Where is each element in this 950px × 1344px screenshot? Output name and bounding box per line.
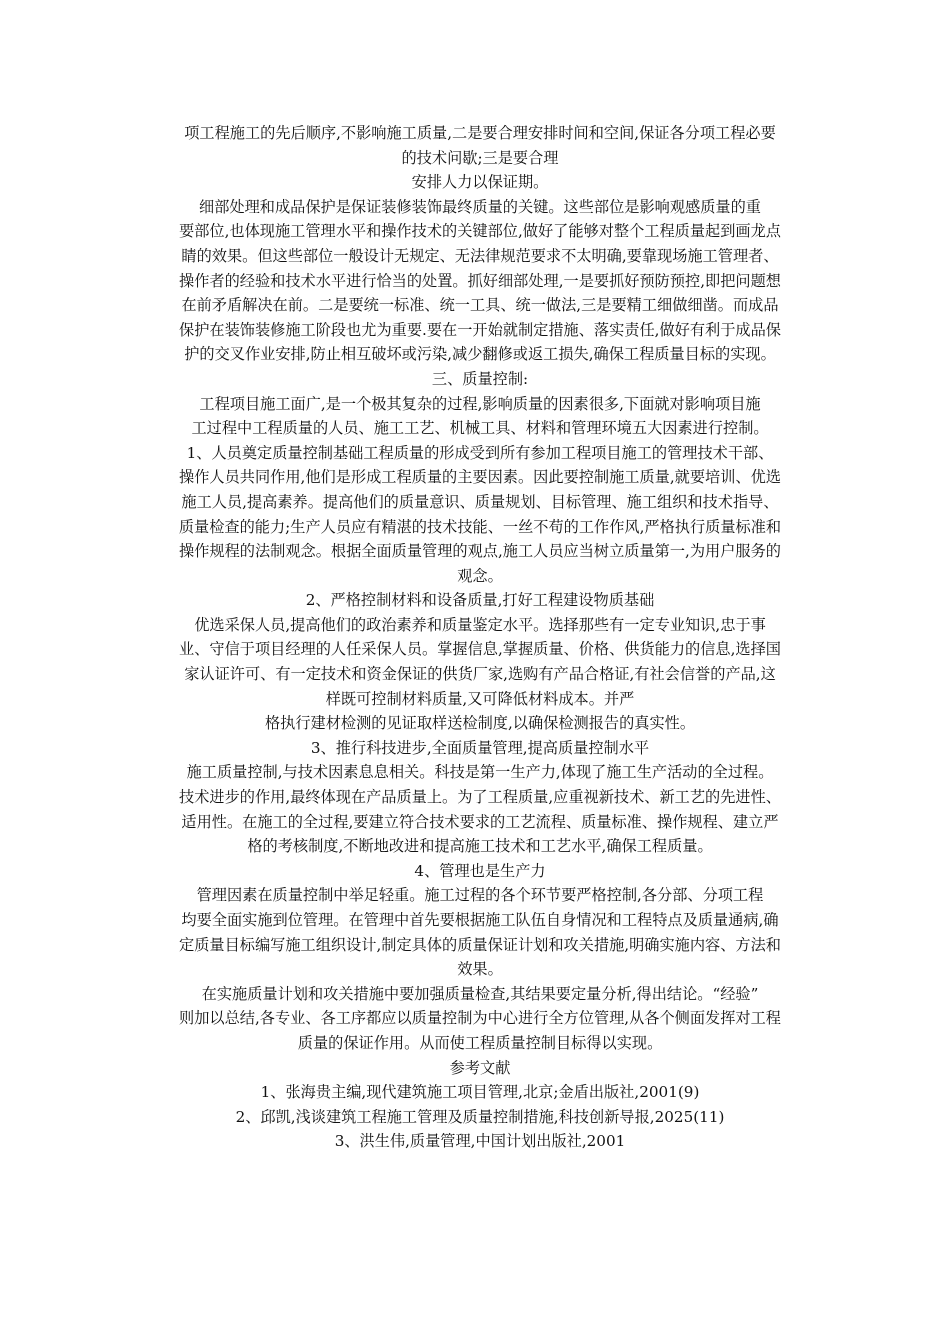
text-line: 优选采保人员,提高他们的政治素养和质量鉴定水平。选择那些有一定专业知识,忠于事 — [194, 615, 766, 634]
references-heading: 参考文献 — [449, 1058, 511, 1077]
text-line: 工程项目施工面广,是一个极其复杂的过程,影响质量的因素很多,下面就对影响项目施 — [199, 394, 761, 413]
reference-item: 3、洪生伟,质量管理,中国计划出版社,2001 — [334, 1132, 626, 1151]
reference-item: 1、张海贵主编,现代建筑施工项目管理,北京;金盾出版社,2001(9) — [260, 1083, 700, 1102]
text-line: 效果。 — [457, 960, 503, 979]
subsection-heading: 2、严格控制材料和设备质量,打好工程建设物质基础 — [305, 591, 655, 610]
text-line: 质量的保证作用。从而使工程质量控制目标得以实现。 — [297, 1033, 663, 1052]
text-line: 家认证许可、有一定技术和资金保证的供货厂家,选购有产品合格证,有社会信誉的产品,这 — [184, 665, 776, 684]
document-body — [140, 121, 820, 1154]
text-line: 定质量目标编写施工组织设计,制定具体的质量保证计划和攻关措施,明确实施内容、方法和 — [179, 935, 781, 954]
text-line: 细部处理和成品保护是保证装修装饰最终质量的关键。这些部位是影响观感质量的重 — [199, 197, 761, 216]
text-line: 的技术问歇;三是要合理 — [401, 148, 559, 167]
text-line: 护的交叉作业安排,防止相互破坏或污染,减少翻修或返工损失,确保工程质量目标的实现。 — [184, 345, 776, 364]
text-line: 技术进步的作用,最终体现在产品质量上。为了工程质量,应重视新技术、新工艺的先进性、 — [179, 788, 781, 807]
text-line: 工过程中工程质量的人员、施工工艺、机械工具、材料和管理环境五大因素进行控制。 — [191, 419, 769, 438]
text-line: 适用性。在施工的全过程,要建立符合技术要求的工艺流程、质量标准、操作规程、建立严 — [181, 812, 779, 831]
text-line: 1、人员奠定质量控制基础工程质量的形成受到所有参加工程项目施工的管理技术干部、 — [186, 443, 774, 462]
text-line: 则加以总结,各专业、各工序都应以质量控制为中心进行全方位管理,从各个侧面发挥对工程 — [179, 1009, 781, 1028]
text-line: 施工质量控制,与技术因素息息相关。科技是第一生产力,体现了施工生产活动的全过程。 — [186, 763, 774, 782]
text-line: 施工人员,提高素养。提高他们的质量意识、质量规划、目标管理、施工组织和技术指导、 — [181, 492, 779, 511]
text-line: 要部位,也体现施工管理水平和操作技术的关键部位,做好了能够对整个工程质量起到画龙点 — [179, 222, 781, 241]
text-line: 操作规程的法制观念。根据全面质量管理的观点,施工人员应当树立质量第一,为用户服务的 — [179, 542, 781, 561]
text-line: 项工程施工的先后顺序,不影响施工质量,二是要合理安排时间和空间,保证各分项工程必要 — [184, 124, 776, 142]
reference-item: 2、邱凯,浅谈建筑工程施工管理及质量控制措施,科技创新导报,2025(11) — [235, 1107, 725, 1126]
text-line: 睛的效果。但这些部位一般设计无规定、无法律规范要求不太明确,要靠现场施工管理者、 — [181, 246, 779, 265]
text-line: 观念。 — [457, 566, 503, 585]
text-line: 均要全面实施到位管理。在管理中首先要根据施工队伍自身情况和工程特点及质量通病,确 — [181, 911, 779, 929]
text-line: 在前矛盾解决在前。二是要统一标准、统一工具、统一做法,三是要精工细做细凿。而成品 — [181, 296, 779, 315]
text-line: 操作人员共同作用,他们是形成工程质量的主要因素。因此要控制施工质量,就要培训、优选 — [179, 468, 781, 487]
text-line: 样既可控制材料质量,又可降低材料成本。并严 — [325, 689, 635, 708]
section-heading: 三、质量控制: — [431, 369, 529, 388]
subsection-heading: 4、管理也是生产力 — [414, 861, 546, 880]
subsection-heading: 3、推行科技进步,全面质量管理,提高质量控制水平 — [310, 738, 650, 757]
text-line: 保护在装饰装修施工阶段也尤为重要.要在一开始就制定措施、落实责任,做好有利于成品保 — [179, 320, 781, 339]
text-line: 操作者的经验和技术水平进行恰当的处置。抓好细部处理,一是要抓好预防预控,即把问题想 — [179, 271, 781, 290]
text-line: 格的考核制度,不断地改进和提高施工技术和工艺水平,确保工程质量。 — [247, 837, 713, 856]
text-line: 安排人力以保证期。 — [411, 173, 549, 192]
text-line: 管理因素在质量控制中举足轻重。施工过程的各个环节要严格控制,各分部、分项工程 — [196, 886, 764, 905]
text-line: 业、守信于项目经理的人任采保人员。掌握信息,掌握质量、价格、供货能力的信息,选择国 — [179, 640, 781, 659]
text-line: 在实施质量计划和攻关措施中要加强质量检查,其结果要定量分析,得出结论。“经验” — [201, 984, 759, 1003]
text-line: 质量检查的能力;生产人员应有精湛的技术技能、一丝不苟的工作作风,严格执行质量标准和 — [178, 517, 782, 536]
text-line: 格执行建材检测的见证取样送检制度,以确保检测报告的真实性。 — [264, 714, 696, 733]
